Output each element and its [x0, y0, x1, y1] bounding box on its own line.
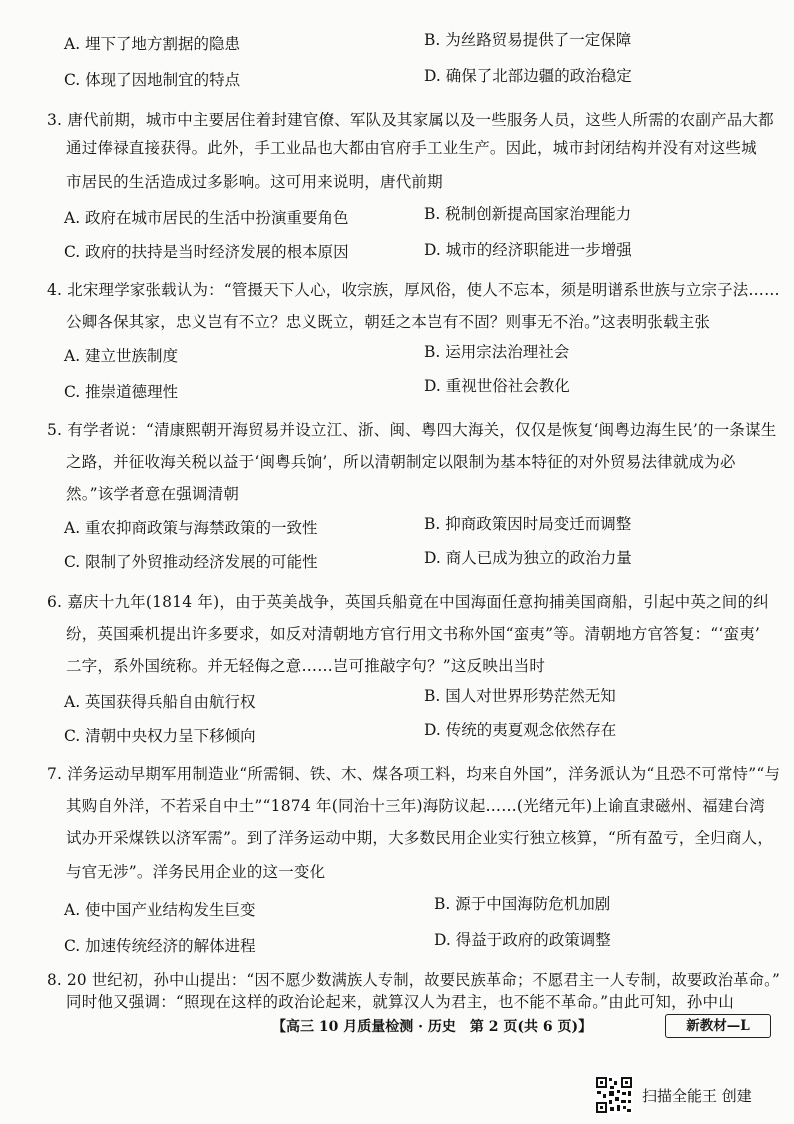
- q5-stem-line-2: 之路，并征收海关税以益于‘闽粤兵饷’，所以清朝制定以限制为基本特征的对外贸易法律就成为必: [66, 453, 736, 471]
- q3-stem-line-3: 市居民的生活造成过多影响。这可用来说明，唐代前期: [66, 173, 443, 191]
- q3-option-d: D. 城市的经济职能进一步增强: [424, 241, 632, 259]
- qr-code-icon: [595, 1076, 633, 1114]
- q6-option-d: D. 传统的夷夏观念依然存在: [424, 721, 617, 739]
- q7-stem-line-4: 与官无涉”。洋务民用企业的这一变化: [66, 863, 326, 881]
- q4-option-a: A. 建立世族制度: [64, 347, 179, 365]
- q4-option-c: C. 推崇道德理性: [64, 383, 179, 401]
- q7-option-a: A. 使中国产业结构发生巨变: [64, 901, 256, 919]
- q3-stem-line-2: 通过俸禄直接获得。此外，手工业品也大都由官府手工业生产。因此，城市封闭结构并没有对这些城: [66, 139, 757, 157]
- q4-option-b: B. 运用宗法治理社会: [424, 343, 570, 361]
- q4-stem-line-2: 公卿各保其家，忠义岂有不立？忠义既立，朝廷之本岂有不固？则事无不治。”这表明张载主张: [66, 313, 711, 331]
- q6-option-a: A. 英国获得兵船自由航行权: [64, 693, 256, 711]
- q5-stem-line-3: 然。”该学者意在强调清朝: [66, 485, 240, 503]
- q5-stem-line-1: 5. 有学者说：“清康熙朝开海贸易并设立江、浙、闽、粤四大海关，仅仅是恢复‘闽粤边海生民’的一条谋生: [47, 421, 777, 439]
- q5-option-d: D. 商人已成为独立的政治力量: [424, 549, 632, 567]
- q6-stem-line-1: 6. 嘉庆十九年(1814 年)，由于英美战争，英国兵船竟在中国海面任意拘捕美国商船，引起中英之间的纠: [47, 593, 769, 611]
- q6-stem-line-2: 纷，英国乘机提出许多要求，如反对清朝地方官行用文书称外国“蛮夷”等。清朝地方官答复：“‘蛮夷’: [66, 625, 761, 643]
- q7-option-c: C. 加速传统经济的解体进程: [64, 937, 256, 955]
- q4-option-d: D. 重视世俗社会教化: [424, 377, 570, 395]
- q8-stem-line-2: 同时他又强调：“照现在这样的政治论起来，就算汉人为君主，也不能不革命。”由此可知，孙中山: [66, 993, 734, 1011]
- q7-option-b: B. 源于中国海防危机加剧: [434, 895, 611, 913]
- q7-stem-line-3: 试办开采煤铁以济军需”。到了洋务运动中期，大多数民用企业实行独立核算，“所有盈亏，全归商人，: [66, 829, 774, 847]
- q4-stem-line-1: 4. 北宋理学家张载认为：“管摄天下人心，收宗族，厚风俗，使人不忘本，须是明谱系世族与立宗子法……: [47, 281, 780, 299]
- q5-option-b: B. 抑商政策因时局变迁而调整: [424, 515, 632, 533]
- q6-stem-line-3: 二字，系外国统称。并无轻侮之意……岂可推敲字句？”这反映出当时: [66, 657, 546, 675]
- q5-option-a: A. 重农抑商政策与海禁政策的一致性: [64, 519, 318, 537]
- q8-stem-line-1: 8. 20 世纪初，孙中山提出：“因不愿少数满族人专制，故要民族革命；不愿君主一人专制，故要政治革命。”: [47, 971, 780, 989]
- prev-option-c: C. 体现了因地制宜的特点: [64, 71, 241, 89]
- q3-stem-line-1: 3. 唐代前期，城市中主要居住着封建官僚、军队及其家属以及一些服务人员，这些人所需的农副产品大都: [47, 111, 774, 129]
- prev-option-a: A. 埋下了地方割据的隐患: [64, 35, 241, 53]
- edition-badge: 新教材—L: [665, 1014, 771, 1038]
- prev-option-d: D. 确保了北部边疆的政治稳定: [424, 67, 632, 85]
- q3-option-b: B. 税制创新提高国家治理能力: [424, 205, 632, 223]
- scanner-watermark-label: 扫描全能王 创建: [642, 1087, 752, 1105]
- q7-stem-line-1: 7. 洋务运动早期军用制造业“所需铜、铁、木、煤各项工料，均来自外国”，洋务派认为“且恐不可常恃”“与: [47, 765, 781, 783]
- q3-option-c: C. 政府的扶持是当时经济发展的根本原因: [64, 243, 349, 261]
- prev-option-b: B. 为丝路贸易提供了一定保障: [424, 31, 632, 49]
- q7-stem-line-2: 其购自外洋，不若采自中土”“1874 年(同治十三年)海防议起……(光绪元年)上谕直隶磁州、福建台湾: [66, 797, 765, 815]
- q3-option-a: A. 政府在城市居民的生活中扮演重要角色: [64, 209, 349, 227]
- q6-option-b: B. 国人对世界形势茫然无知: [424, 687, 616, 705]
- exam-info: 【高三 10 月质量检测 · 历史 第 2 页(共 6 页)】: [272, 1019, 593, 1035]
- q6-option-c: C. 清朝中央权力呈下移倾向: [64, 727, 256, 745]
- q7-option-d: D. 得益于政府的政策调整: [434, 931, 611, 949]
- q5-option-c: C. 限制了外贸推动经济发展的可能性: [64, 553, 318, 571]
